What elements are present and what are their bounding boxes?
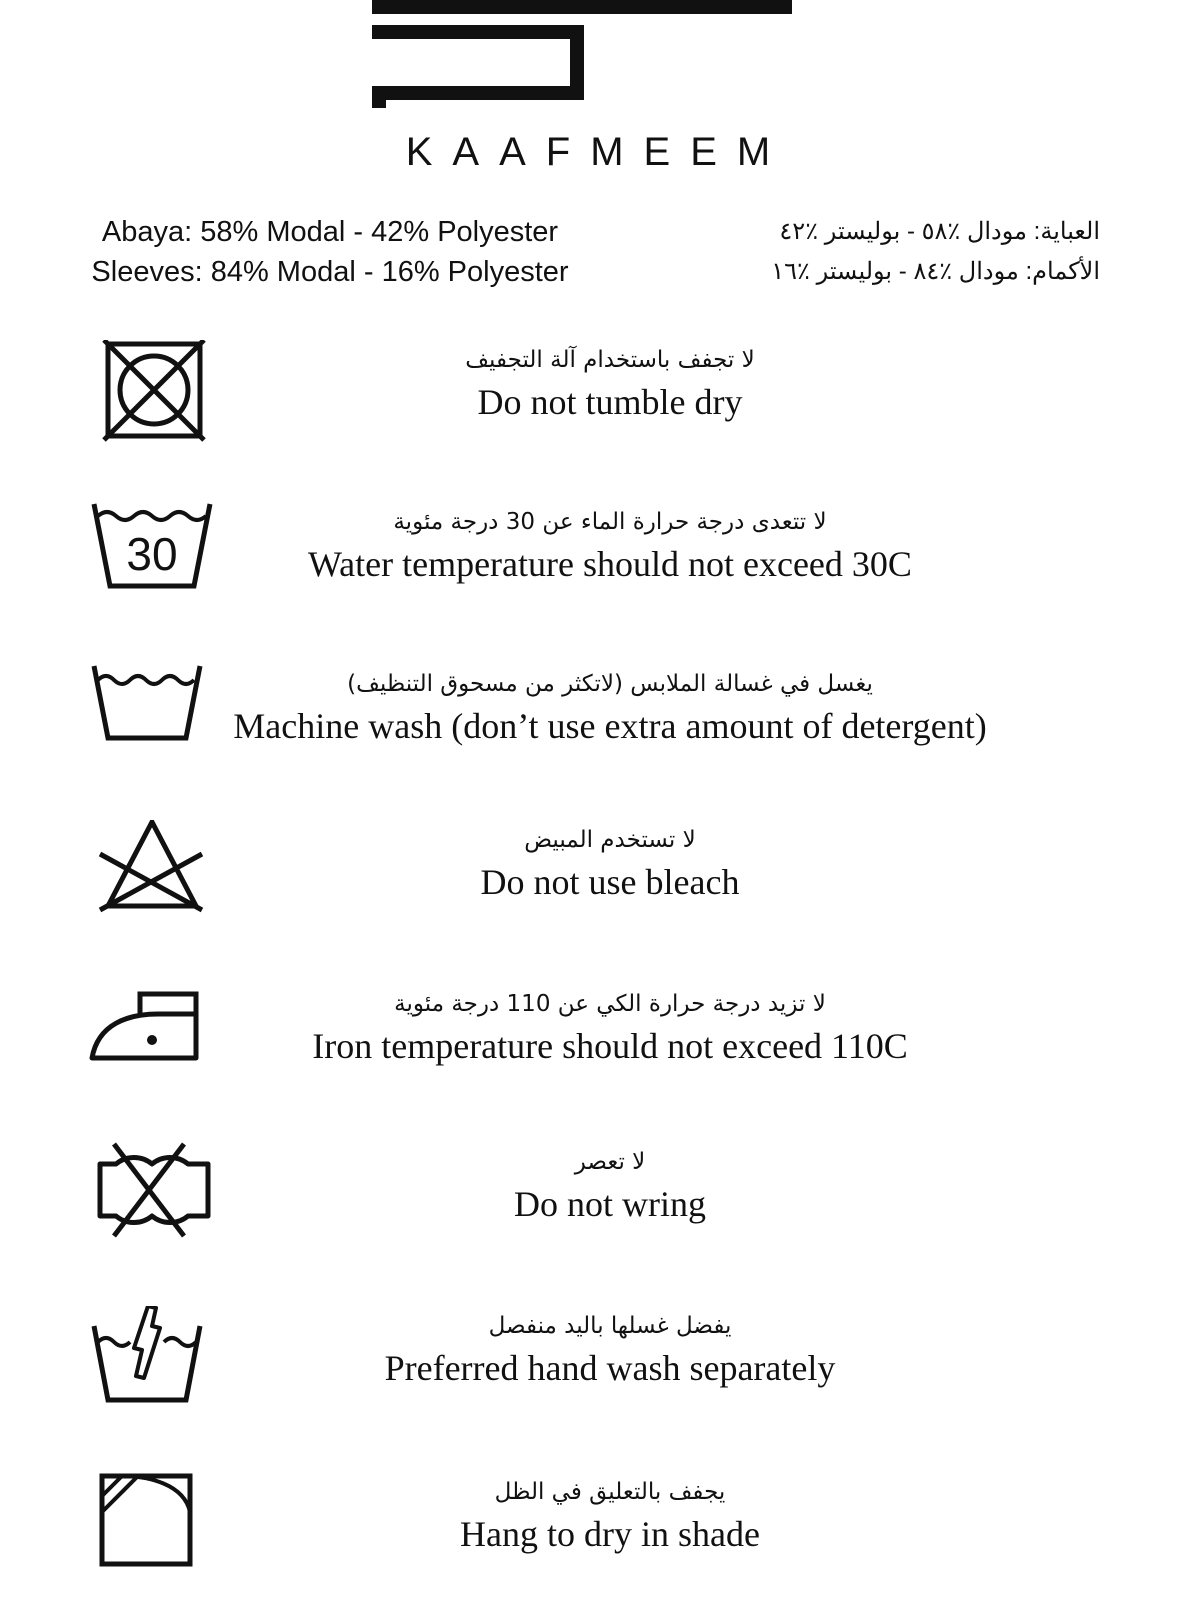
- care-arabic: لا تستخدم المبيض: [524, 827, 696, 853]
- care-item: [0, 984, 1200, 1134]
- care-english: Machine wash (don’t use extra amount of detergent): [233, 706, 987, 746]
- brand-logo: [372, 0, 822, 110]
- care-item: [0, 340, 1200, 490]
- care-item: [0, 664, 1200, 814]
- care-arabic: يفضل غسلها باليد منفصل: [488, 1313, 732, 1339]
- composition-abaya-en: Abaya: 58% Modal - 42% Polyester: [101, 216, 559, 248]
- care-arabic: لا تزيد درجة حرارة الكي عن 110 درجة مئوية: [394, 991, 826, 1017]
- composition-sleeves-ar: الأكمام: مودال ٪٨٤ - بوليستر ٪١٦: [771, 258, 1100, 285]
- care-item: [0, 502, 1200, 652]
- composition-arabic: [700, 212, 1100, 292]
- care-english: Preferred hand wash separately: [384, 1348, 836, 1388]
- care-arabic: لا تتعدى درجة حرارة الماء عن 30 درجة مئوية: [393, 509, 827, 535]
- brand-name: KAAFMEEM: [405, 130, 791, 174]
- care-english: Hang to dry in shade: [460, 1514, 760, 1554]
- care-arabic: يجفف بالتعليق في الظل: [494, 1479, 726, 1505]
- care-item: [0, 820, 1200, 970]
- brand-logo-mark: [372, 0, 822, 110]
- care-english: Do not use bleach: [480, 862, 740, 902]
- care-english: Iron temperature should not exceed 110C: [312, 1026, 908, 1066]
- composition-abaya-ar: العباية: مودال ٪٥٨ - بوليستر ٪٤٢: [779, 218, 1100, 245]
- care-arabic: لا تعصر: [574, 1149, 646, 1175]
- care-arabic: لا تجفف باستخدام آلة التجفيف: [465, 347, 755, 373]
- care-item: [0, 1306, 1200, 1456]
- composition-english: [80, 212, 580, 292]
- composition-sleeves-en: Sleeves: 84% Modal - 16% Polyester: [91, 256, 569, 288]
- care-english: Do not tumble dry: [477, 382, 743, 422]
- care-item: [0, 1142, 1200, 1292]
- care-english: Water temperature should not exceed 30C: [308, 544, 912, 584]
- wash-temperature-label: 30: [126, 528, 178, 580]
- care-arabic: يغسل في غسالة الملابس (لاتكثر من مسحوق التنظيف): [347, 671, 873, 697]
- care-english: Do not wring: [514, 1184, 706, 1224]
